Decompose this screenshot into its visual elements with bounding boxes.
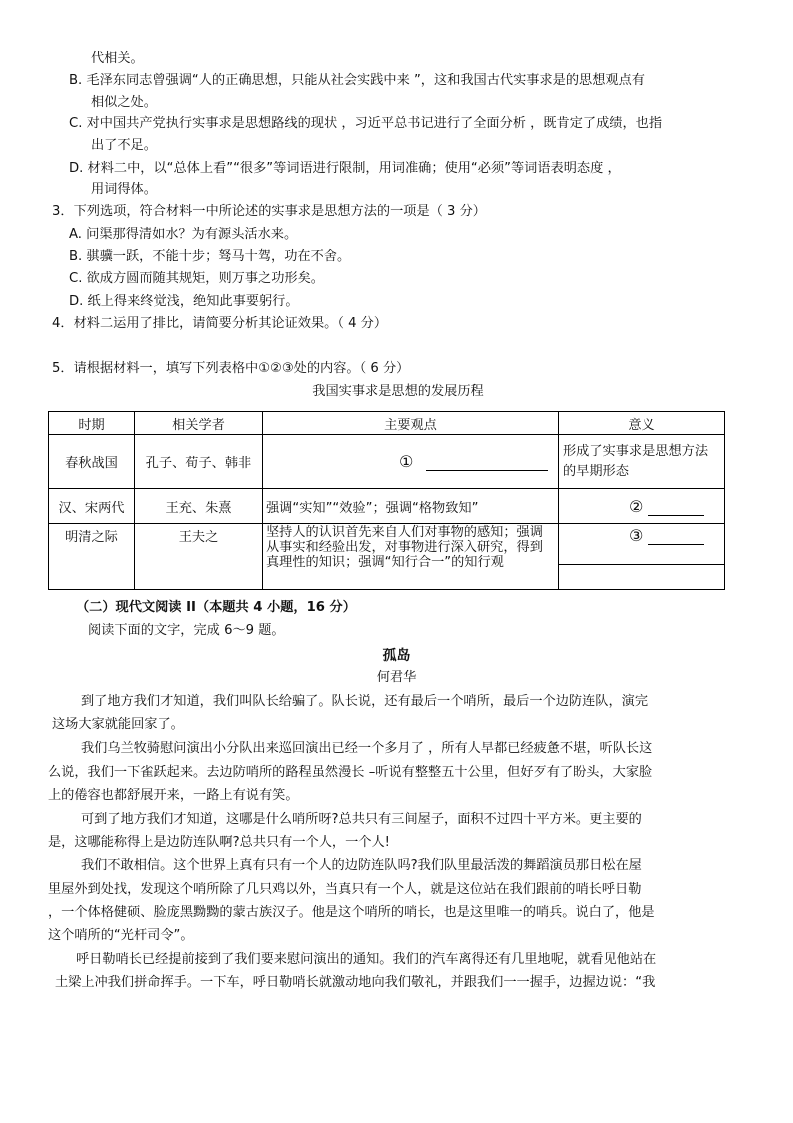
blank-line-2 (648, 515, 704, 516)
q5-stem: 5．请根据材料一，填写下列表格中①②③处的内容。（ 6 分） (52, 361, 410, 376)
cell-scholars: 孔子、荀子、韩非 (135, 435, 263, 489)
q3-stem: 3．下列选项，符合材料一中所论述的实事求是思想方法的一项是（ 3 分） (52, 204, 486, 219)
header-view: 主要观点 (263, 412, 559, 435)
article-line: 可到了地方我们才知道，这哪是什么哨所呀?总共只有三间屋子，面积不过四十平方米。更主要的 (81, 812, 642, 827)
q2-option-d-cont: 用词得体。 (91, 182, 157, 197)
q2-option-c: C. 对中国共产党执行实事求是思想路线的现状 ，习近平总书记进行了全面分析 ，既肯定了成绩，也指 (69, 116, 663, 131)
article-title: 孤岛 (382, 648, 411, 664)
q3-option-c: C. 欲成方圆而随其规矩，则万事之功形矣。 (69, 271, 324, 286)
section-heading: （二）现代文阅读 II（本题共 4 小题，16 分） (76, 600, 356, 615)
circled-mark-1: ① (399, 452, 414, 471)
history-table (48, 411, 725, 590)
circled-mark-2: ② (629, 496, 644, 516)
article-line: 上的倦容也都舒展开来，一路上有说有笑。 (48, 788, 299, 803)
table-row (49, 524, 725, 590)
answer-blank-3[interactable] (559, 524, 725, 590)
q2-option-c-cont: 出了不足。 (91, 138, 157, 153)
article-line: 这个哨所的“光杆司令”。 (48, 928, 194, 943)
cell-scholars: 王夫之 (135, 524, 263, 590)
divider (559, 564, 724, 565)
q3-option-b: B. 骐骥一跃，不能十步；驽马十驾，功在不舍。 (69, 249, 351, 264)
table-header-row (49, 412, 725, 435)
article-line: 么说，我们一下雀跃起来。去边防哨所的路程虽然漫长 –听说有整整五十公里，但好歹有了盼头，大家脸 (48, 765, 653, 780)
cell-period: 明清之际 (49, 524, 135, 590)
header-significance: 意义 (559, 412, 725, 435)
cell-view: 强调“实知”“效验”；强调“格物致知” (263, 489, 559, 524)
article-line: 到了地方我们才知道，我们叫队长给骗了。队长说，还有最后一个哨所，最后一个边防连队，演完 (81, 694, 649, 709)
cell-period: 春秋战国 (49, 435, 135, 489)
answer-blank-2[interactable] (559, 489, 725, 524)
article-line: 这场大家就能回家了。 (52, 717, 184, 732)
q2-option-b: B. 毛泽东同志曾强调“人的正确思想，只能从社会实践中来 ”，这和我国古代实事求是的思想观点有 (69, 73, 645, 88)
section-instruction: 阅读下面的文字，完成 6～9 题。 (88, 623, 285, 638)
q4-stem: 4．材料二运用了排比，请简要分析其论证效果。（ 4 分） (52, 316, 388, 331)
article-line: 呼日勒哨长已经提前接到了我们要来慰问演出的通知。我们的汽车离得还有几里地呢，就看见他站在 (76, 952, 657, 967)
q2-option-a-tail: 代相关。 (91, 51, 144, 66)
article-line: 我们乌兰牧骑慰问演出小分队出来巡回演出已经一个多月了 ，所有人早都已经疲惫不堪，听队长这 (81, 741, 653, 756)
article-author: 何君华 (376, 670, 417, 685)
q3-option-a: A. 问渠那得清如水？为有源头活水来。 (69, 227, 298, 242)
cell-scholars: 王充、朱熹 (135, 489, 263, 524)
table-row (49, 489, 725, 524)
cell-significance: 形成了实事求是思想方法的早期形态 (559, 435, 725, 489)
article-line: 是，这哪能称得上是边防连队啊?总共只有一个人，一个人! (48, 835, 390, 850)
blank-line-1 (426, 470, 548, 471)
q2-option-d: D. 材料二中，以“总体上看”“很多”等词语进行限制，用词准确；使用“必须”等词语表明态度 ， (69, 161, 621, 176)
cell-view: 坚持人的认识首先来自人们对事物的感知；强调从事实和经验出发，对事物进行深入研究，得到真理性的知识；强调“知行合一”的知行观 (263, 524, 559, 590)
table-row (49, 435, 725, 489)
answer-blank-1[interactable] (263, 435, 559, 489)
header-scholars: 相关学者 (135, 412, 263, 435)
article-line: ，一个体格健硕、脸庞黑黝黝的蒙古族汉子。他是这个哨所的哨长，也是这里唯一的哨兵。说白了，他是 (48, 905, 655, 920)
q2-option-b-cont: 相似之处。 (91, 95, 157, 110)
cell-period: 汉、宋两代 (49, 489, 135, 524)
table-title: 我国实事求是思想的发展历程 (312, 384, 484, 399)
article-line: 里屋外到处找，发现这个哨所除了几只鸡以外，当真只有一个人，就是这位站在我们跟前的哨长呼日勒 (48, 882, 642, 897)
article-line: 土梁上冲我们拼命挥手。一下车，呼日勒哨长就激动地向我们敬礼，并跟我们一一握手，边握边说：“我 (55, 975, 656, 990)
q3-option-d: D. 纸上得来终觉浅，绝知此事要躬行。 (69, 294, 299, 309)
blank-line-3 (648, 544, 704, 545)
article-line: 我们不敢相信。这个世界上真有只有一个人的边防连队吗?我们队里最活泼的舞蹈演员那日松在屋 (81, 858, 642, 873)
header-period: 时期 (49, 412, 135, 435)
circled-mark-3: ③ (629, 526, 644, 545)
